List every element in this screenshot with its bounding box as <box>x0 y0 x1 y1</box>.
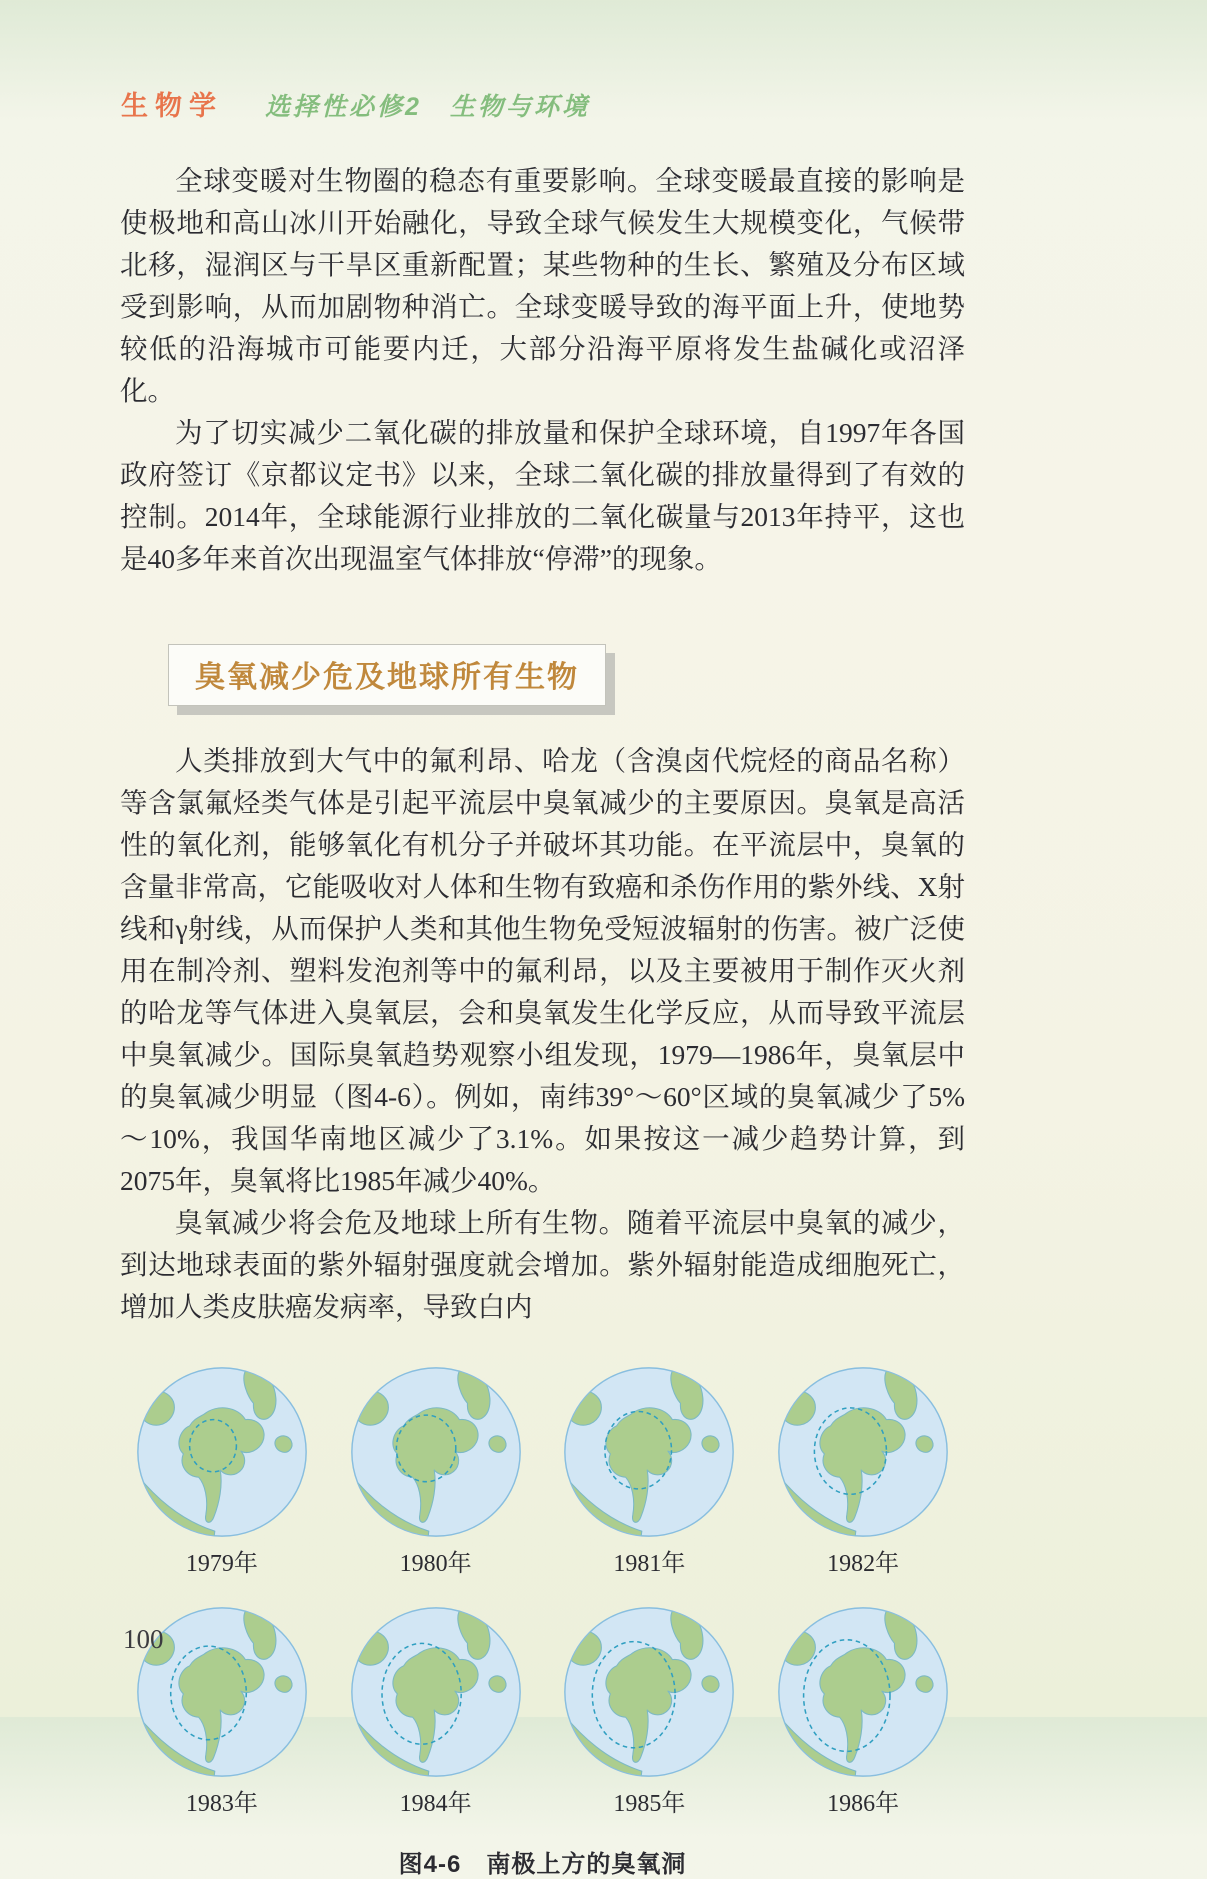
paragraph-global-warming-effects: 全球变暖对生物圈的稳态有重要影响。全球变暖最直接的影响是使极地和高山冰川开始融化，导致全球气候发生大规模变化，气候带北移，湿润区与干旱区重新配置；某些物种的生长、繁殖及分布区域受到影响，从而加剧物种消亡。全球变暖导致的海平面上升，使地势较低的沿海城市可能要内迁，大部分沿海平原将发生盐碱化或沼泽化。 <box>120 165 965 406</box>
globe-year-label: 1979年 <box>185 1551 258 1577</box>
globe-ozone-map <box>132 1362 312 1542</box>
section-heading-text: 臭氧减少危及地球所有生物 <box>195 661 579 694</box>
figure-caption: 图4-6 南极上方的臭氧洞 <box>398 1851 687 1878</box>
paragraph-co2-reduction: 为了切实减少二氧化碳的排放量和保护全球环境，自1997年各国政府签订《京都议定书》以来，全球二氧化碳的排放量得到了有效的控制。2014年，全球能源行业排放的二氧化碳量与2013年持平，这也是40多年来首次出现温室气体排放“停滞”的现象。 <box>120 417 965 574</box>
paragraph-ozone-depletion-harm: 臭氧减少将会危及地球上所有生物。随着平流层中臭氧的减少，到达地球表面的紫外辐射强度就会增加。紫外辐射能造成细胞死亡，增加人类皮肤癌发病率，导致白内 <box>120 1207 965 1322</box>
globe-ozone-map <box>773 1362 953 1542</box>
globe-cell <box>559 1362 739 1578</box>
globe-cell <box>132 1362 312 1578</box>
globe-year-label: 1984年 <box>399 1791 472 1817</box>
globe-year-label: 1980年 <box>399 1551 472 1577</box>
globe-ozone-map <box>773 1602 953 1782</box>
ozone-hole-figure <box>120 1362 965 1879</box>
globe-cell <box>559 1602 739 1818</box>
globe-ozone-map <box>559 1602 739 1782</box>
globe-cell <box>773 1362 953 1578</box>
globe-ozone-map <box>346 1602 526 1782</box>
main-content <box>120 160 965 1879</box>
page-header <box>121 84 590 123</box>
book-course-label: 选择性必修2 生物与环境 <box>265 93 590 121</box>
globe-cell <box>773 1602 953 1818</box>
globe-year-label: 1981年 <box>613 1551 686 1577</box>
globe-ozone-map <box>346 1362 526 1542</box>
globe-year-label: 1982年 <box>827 1551 900 1577</box>
globe-ozone-map <box>559 1362 739 1542</box>
globe-cell <box>346 1362 526 1578</box>
globe-year-label: 1985年 <box>613 1791 686 1817</box>
globe-cell <box>346 1602 526 1818</box>
page-number: 100 <box>123 1624 164 1654</box>
globe-year-label: 1986年 <box>827 1791 900 1817</box>
paragraph-ozone-depletion-causes: 人类排放到大气中的氟利昂、哈龙（含溴卤代烷烃的商品名称）等含氯氟烃类气体是引起平流层中臭氧减少的主要原因。臭氧是高活性的氧化剂，能够氧化有机分子并破坏其功能。在平流层中，臭氧的含量非常高，它能吸收对人体和生物有致癌和杀伤作用的紫外线、X射线和γ射线，从而保护人类和其他生物免受短波辐射的伤害。被广泛使用在制冷剂、塑料发泡剂等中的氟利昂，以及主要被用于制作灭火剂的哈龙等气体进入臭氧层，会和臭氧发生化学反应，从而导致平流层中臭氧减少。国际臭氧趋势观察小组发现，1979—1986年，臭氧层中的臭氧减少明显（图4-6）。例如，南纬39°～60°区域的臭氧减少了5%～10%，我国华南地区减少了3.1%。如果按这一减少趋势计算，到2075年，臭氧将比1985年减少40%。 <box>120 745 965 1196</box>
globe-year-label: 1983年 <box>185 1791 258 1817</box>
section-heading-box <box>168 644 606 706</box>
book-subject-label: 生物学 <box>121 91 223 121</box>
ozone-globe-grid <box>120 1362 965 1818</box>
